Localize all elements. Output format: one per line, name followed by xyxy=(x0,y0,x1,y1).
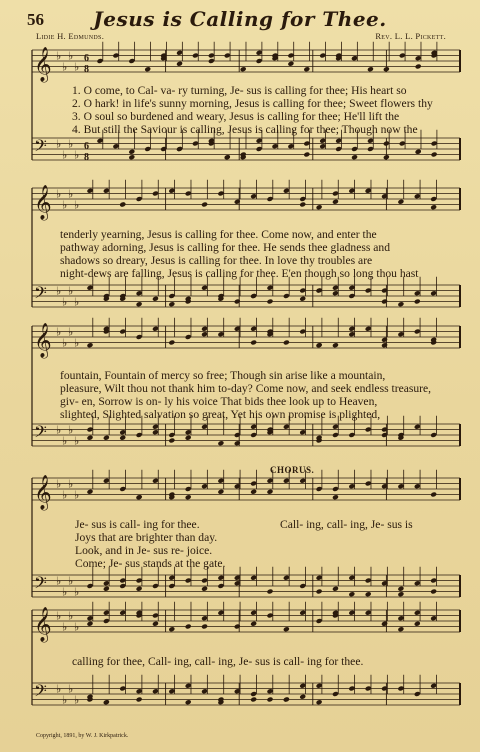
flat-icon: ♭ xyxy=(62,198,68,212)
flat-icon: ♭ xyxy=(74,198,80,212)
flat-icon: ♭ xyxy=(74,585,80,599)
note-head xyxy=(267,489,274,495)
flat-icon: ♭ xyxy=(56,187,62,201)
note-head xyxy=(185,494,192,500)
note-head xyxy=(152,621,159,627)
verse-line: shadows so dreary, Jesus is calling for thee. In love thy troubles are xyxy=(60,254,373,267)
note-head xyxy=(250,697,257,703)
note-head xyxy=(103,435,110,441)
time-signature: 8 xyxy=(84,64,89,75)
note-head xyxy=(234,624,241,630)
note-head xyxy=(397,199,404,205)
flat-icon: ♭ xyxy=(62,336,68,350)
flat-icon: ♭ xyxy=(68,137,74,151)
note-head xyxy=(267,589,274,595)
flat-icon: ♭ xyxy=(74,434,80,448)
note-head xyxy=(415,149,422,155)
bass-clef-icon: 𝄢 xyxy=(34,282,47,307)
flat-icon: ♭ xyxy=(62,60,68,74)
note-head xyxy=(430,589,437,595)
flat-icon: ♭ xyxy=(68,682,74,696)
treble-clef-icon: 𝄞 xyxy=(34,475,52,510)
flat-icon: ♭ xyxy=(56,423,62,437)
lyrics-system1 xyxy=(72,84,433,136)
note-head xyxy=(136,494,143,500)
note-head xyxy=(128,154,135,160)
note-head xyxy=(283,626,290,632)
note-head xyxy=(250,489,257,495)
flat-icon: ♭ xyxy=(62,295,68,309)
time-signature: 6 xyxy=(84,141,89,152)
note-head xyxy=(397,301,404,307)
flat-icon: ♭ xyxy=(68,187,74,201)
note-head xyxy=(185,435,192,441)
note-head xyxy=(168,301,175,307)
note-head xyxy=(217,489,224,495)
note-head xyxy=(224,154,231,160)
verse-line: pleasure, Wilt thou not thank him to-day? Come now, and seek endless treasure, xyxy=(60,382,432,395)
note-head xyxy=(383,154,390,160)
note-head xyxy=(87,489,94,495)
note-head xyxy=(168,438,175,444)
note-head xyxy=(283,697,290,703)
verse-line: 2. O hark! in life's sunny morning, Jesus is calling for thee; Sweet flowers thy xyxy=(72,97,433,110)
verse-line: Come; Je- sus stands at the gate. xyxy=(75,557,226,570)
flat-icon: ♭ xyxy=(74,295,80,309)
verse-line: 1. O come, to Cal- va- ry turning, Je- sus is calling for thee; His heart so xyxy=(72,84,407,97)
page-number: 56 xyxy=(27,10,44,29)
note-head xyxy=(397,586,404,592)
note-head xyxy=(87,621,94,627)
note-head xyxy=(348,591,355,597)
flat-icon: ♭ xyxy=(74,693,80,707)
note-head xyxy=(316,589,323,595)
flat-icon: ♭ xyxy=(56,49,62,63)
flat-icon: ♭ xyxy=(62,693,68,707)
lyrics-system4 xyxy=(75,518,225,570)
note-head xyxy=(103,699,110,705)
note-head xyxy=(267,299,274,305)
flat-icon: ♭ xyxy=(62,148,68,162)
note-head xyxy=(316,204,323,210)
flat-icon: ♭ xyxy=(62,488,68,502)
note-head xyxy=(250,621,257,627)
note-head xyxy=(332,494,339,500)
note-head xyxy=(303,66,310,72)
flat-icon: ♭ xyxy=(68,477,74,491)
note-head xyxy=(234,199,241,205)
lyrics-system2 xyxy=(60,228,419,280)
verse-line: 4. But still the Saviour is calling, Jesus is calling for thee; Though now the xyxy=(72,123,418,136)
note-head xyxy=(267,697,274,703)
note-head xyxy=(234,440,241,446)
flat-icon: ♭ xyxy=(56,137,62,151)
time-signature: 8 xyxy=(84,152,89,163)
note-head xyxy=(397,626,404,632)
lyrics-system3 xyxy=(60,369,431,421)
flat-icon: ♭ xyxy=(56,682,62,696)
note-head xyxy=(119,202,126,208)
flat-icon: ♭ xyxy=(74,336,80,350)
chorus-label: CHORUS. xyxy=(270,465,315,475)
flat-icon: ♭ xyxy=(62,620,68,634)
flat-icon: ♭ xyxy=(74,60,80,74)
flat-icon: ♭ xyxy=(68,284,74,298)
treble-clef-icon: 𝄞 xyxy=(34,323,52,358)
flat-icon: ♭ xyxy=(62,585,68,599)
note-head xyxy=(365,591,372,597)
note-head xyxy=(299,202,306,208)
note-head xyxy=(303,152,310,158)
verse-line: pathway adorning, Jesus is calling for thee. He sends thee gladness and xyxy=(60,241,391,254)
note-head xyxy=(367,66,374,72)
flat-icon: ♭ xyxy=(56,284,62,298)
verse-line: slighted, Slighted salvation so great, Yet his own promise is plighted, xyxy=(60,408,381,421)
treble-clef-icon: 𝄞 xyxy=(34,185,52,220)
note-head xyxy=(332,342,339,348)
flat-icon: ♭ xyxy=(68,423,74,437)
note-head xyxy=(299,694,306,700)
flat-icon: ♭ xyxy=(74,620,80,634)
author-credit: Lidie H. Edmunds. xyxy=(36,31,105,41)
flat-icon: ♭ xyxy=(68,609,74,623)
note-head xyxy=(201,202,208,208)
note-head xyxy=(381,299,388,305)
note-head xyxy=(316,699,323,705)
copyright-notice: Copyright, 1891, by W. J. Kirkpatrick. xyxy=(36,733,129,739)
verse-line: 3. O soul so burdened and weary, Jesus is calling for thee; He'll lift the xyxy=(72,110,400,123)
note-head xyxy=(414,621,421,627)
bass-clef-icon: 𝄢 xyxy=(34,135,47,160)
note-head xyxy=(383,66,390,72)
verse-line: fountain, Fountain of mercy so free; Though sin arise like a mountain, xyxy=(60,369,386,382)
note-head xyxy=(234,299,241,305)
flat-icon: ♭ xyxy=(62,434,68,448)
flat-icon: ♭ xyxy=(68,574,74,588)
note-head xyxy=(283,340,290,346)
note-head xyxy=(185,624,192,630)
note-head xyxy=(144,66,151,72)
chorus-refrain-line: Call- ing, call- ing, Je- sus is xyxy=(280,518,413,531)
note-head xyxy=(415,64,422,70)
note-head xyxy=(176,61,183,67)
note-head xyxy=(332,586,339,592)
verse-line: night-dews are falling, Jesus is calling for thee. E'en though so long thou hast xyxy=(60,267,419,280)
note-head xyxy=(381,621,388,627)
note-head xyxy=(299,296,306,302)
note-head xyxy=(240,66,247,72)
note-head xyxy=(332,199,339,205)
bass-clef-icon: 𝄢 xyxy=(34,680,47,705)
note-head xyxy=(136,586,143,592)
note-head xyxy=(397,591,404,597)
note-head xyxy=(201,586,208,592)
verse-line: giv- en, Sorrow is on- ly his voice That bids thee look up to Heaven, xyxy=(60,395,378,408)
note-head xyxy=(87,342,94,348)
note-head xyxy=(430,492,437,498)
flat-icon: ♭ xyxy=(56,325,62,339)
composer-credit: Rev. L. L. Pickett. xyxy=(375,31,446,41)
verse-line: Joys that are brighter than day. xyxy=(75,531,218,544)
note-head xyxy=(217,440,224,446)
note-head xyxy=(136,301,143,307)
note-head xyxy=(431,152,438,158)
note-head xyxy=(152,296,159,302)
note-head xyxy=(351,154,358,160)
bass-clef-icon: 𝄢 xyxy=(34,572,47,597)
verse-line: tenderly yearning, Jesus is calling for thee. Come now, and enter the xyxy=(60,228,377,241)
hymn-title: Jesus is Calling for Thee. xyxy=(93,7,387,31)
note-head xyxy=(136,697,143,703)
note-head xyxy=(87,435,94,441)
note-head xyxy=(103,586,110,592)
note-head xyxy=(414,299,421,305)
bass-clef-icon: 𝄢 xyxy=(34,421,47,446)
note-head xyxy=(250,340,257,346)
flat-icon: ♭ xyxy=(68,49,74,63)
note-head xyxy=(128,149,135,155)
note-head xyxy=(381,342,388,348)
flat-icon: ♭ xyxy=(56,574,62,588)
note-head xyxy=(381,337,388,343)
note-head xyxy=(119,435,126,441)
treble-clef-icon: 𝄞 xyxy=(34,607,52,642)
note-head xyxy=(201,624,208,630)
note-head xyxy=(168,626,175,632)
chorus-refrain-final: calling for thee, Call- ing, call- ing, Je- sus is call- ing for thee. xyxy=(72,655,364,668)
treble-clef-icon: 𝄞 xyxy=(34,47,52,82)
flat-icon: ♭ xyxy=(68,325,74,339)
time-signature: 6 xyxy=(84,53,89,64)
verse-line: Look, and in Je- sus re- joice. xyxy=(75,544,213,557)
flat-icon: ♭ xyxy=(56,477,62,491)
flat-icon: ♭ xyxy=(74,148,80,162)
verse-line: Je- sus is call- ing for thee. xyxy=(75,518,200,531)
note-head xyxy=(185,699,192,705)
flat-icon: ♭ xyxy=(56,609,62,623)
note-head xyxy=(430,204,437,210)
note-head xyxy=(168,340,175,346)
note-head xyxy=(287,61,294,67)
note-head xyxy=(316,342,323,348)
flat-icon: ♭ xyxy=(74,488,80,502)
